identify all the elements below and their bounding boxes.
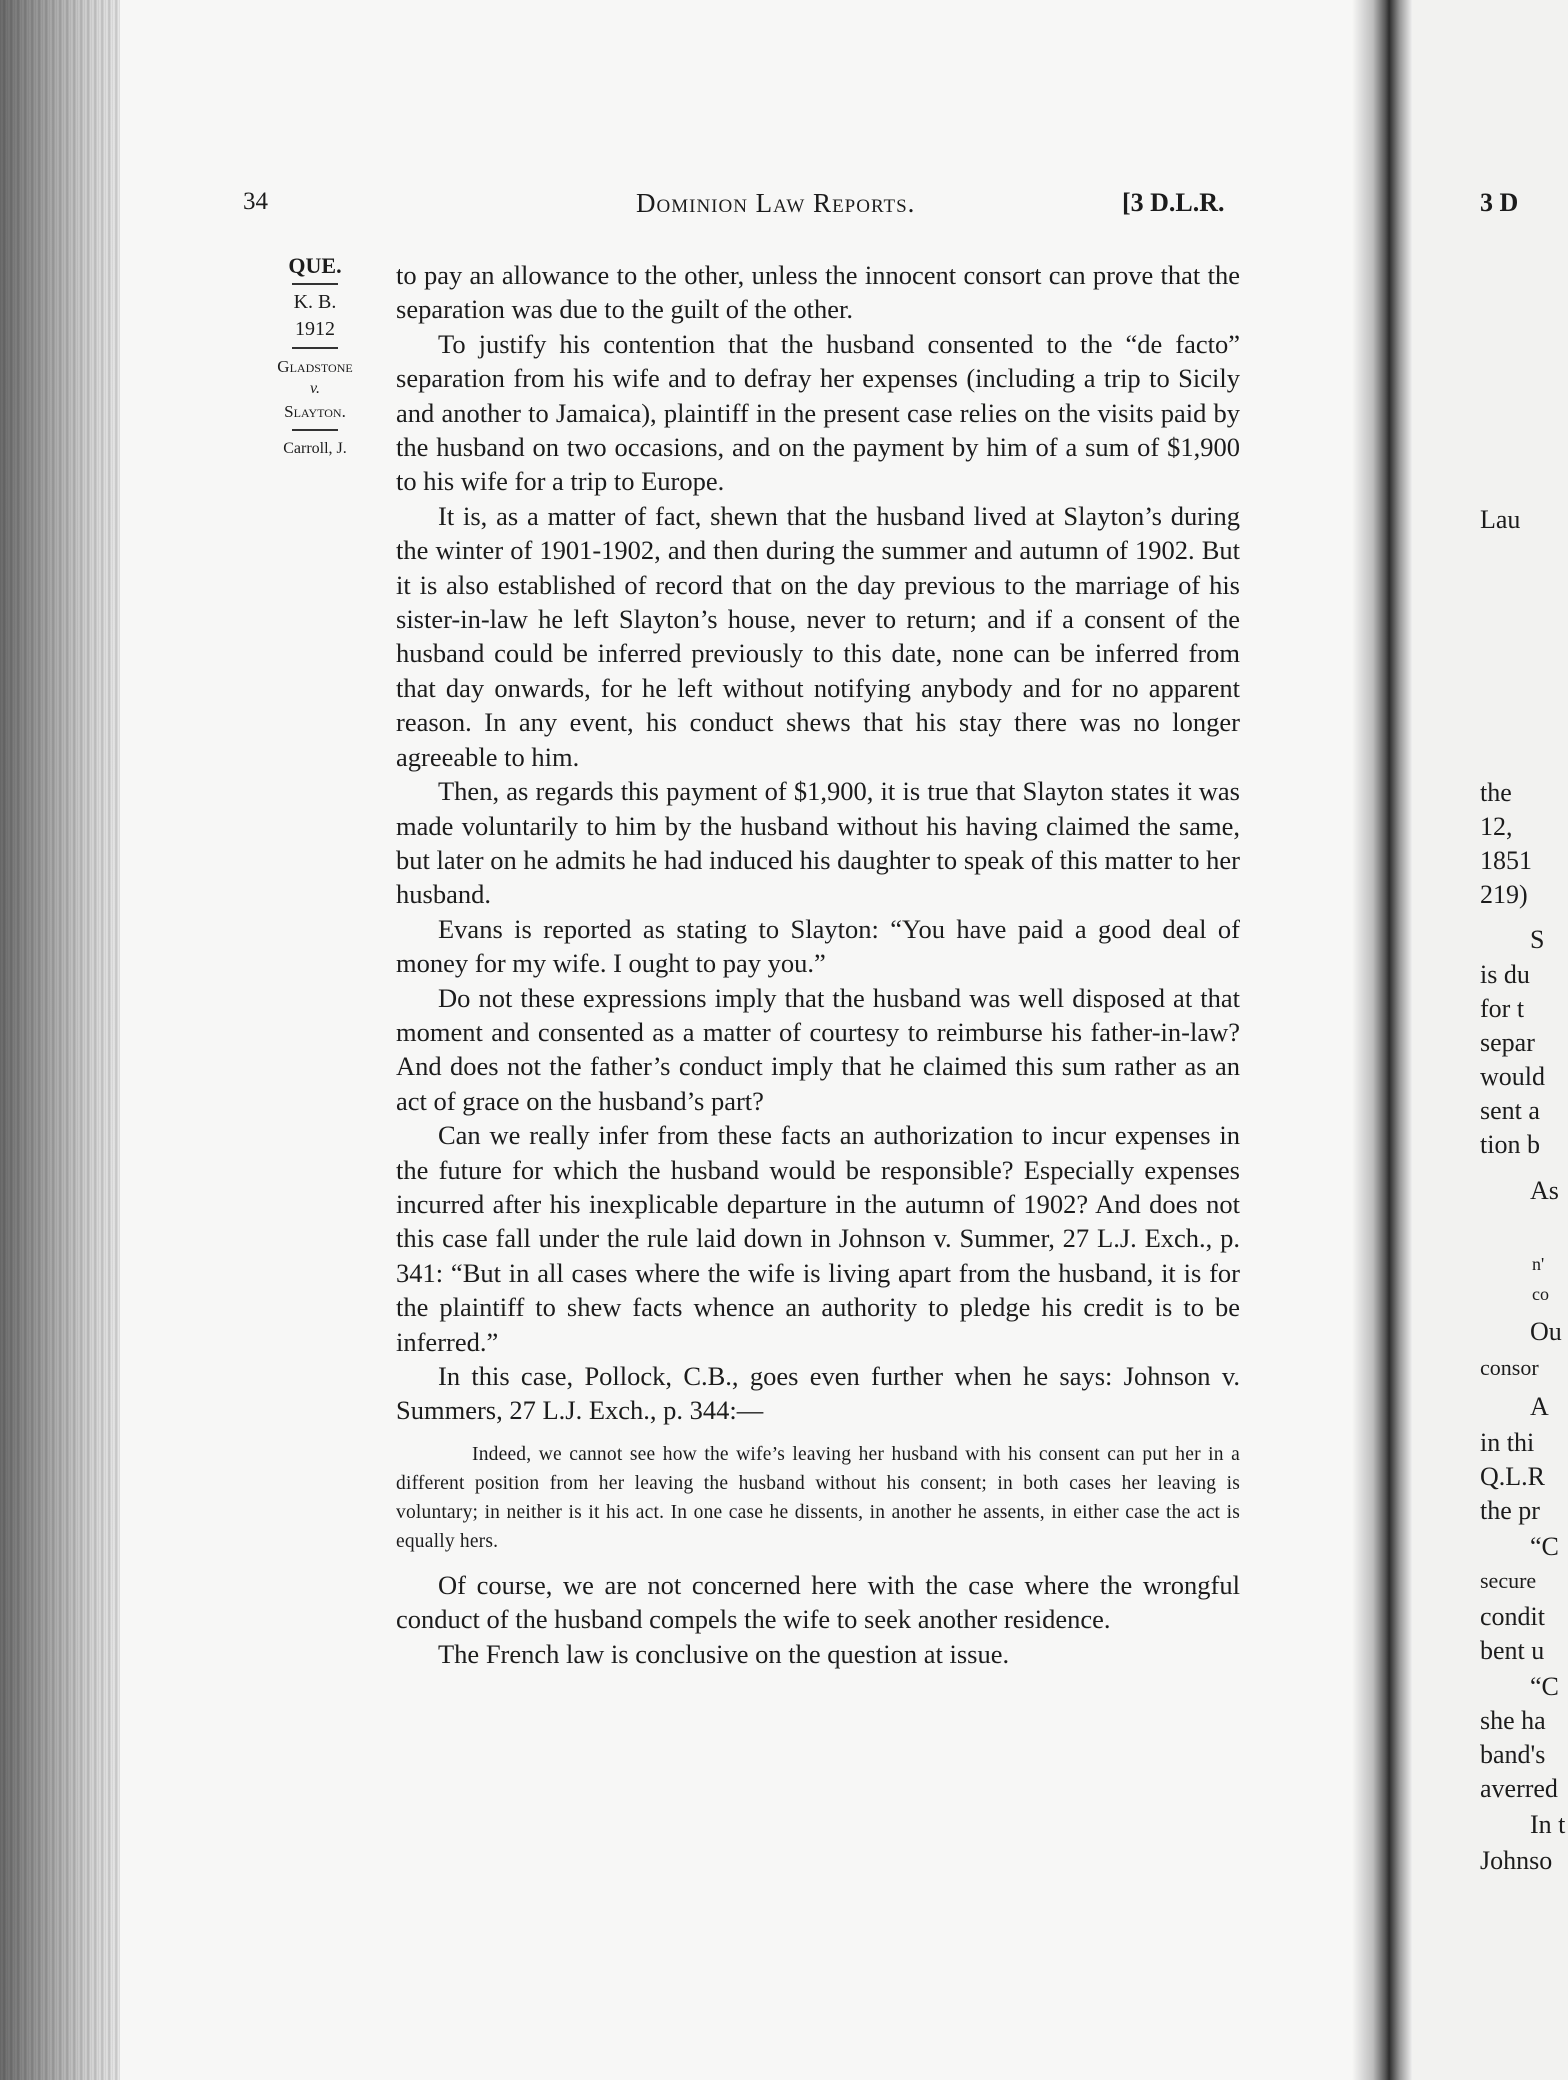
facing-fragment: S — [1530, 925, 1545, 954]
facing-fragment: n' — [1532, 1254, 1545, 1274]
facing-fragment: the — [1480, 778, 1512, 807]
margin-divider — [292, 347, 338, 349]
paragraph: to pay an allowance to the other, unless the innocent consort can prove that the separation was due to the guilt of the other. — [396, 260, 1240, 325]
paragraph: Do not these expressions imply that the husband was well disposed at that moment and consented as a matter of courtesy to reimburse his father-in-law? And does not the father’s conduct imply that he claimed this sum rather as an act of grace on the husband’s part? — [396, 982, 1240, 1116]
margin-province: QUE. — [288, 253, 342, 278]
book-page-edges — [0, 0, 120, 2080]
margin-party-1: Gladstone — [277, 357, 353, 376]
body-text — [396, 258, 1240, 1671]
facing-fragment: tion b — [1480, 1130, 1540, 1159]
facing-fragment: Johnso — [1480, 1846, 1553, 1875]
facing-fragment: band's — [1480, 1740, 1546, 1769]
volume-label: [3 D.L.R. — [1122, 188, 1225, 217]
facing-fragment: would — [1480, 1062, 1545, 1091]
book-gutter — [1352, 0, 1412, 2080]
facing-fragment: “C — [1530, 1532, 1559, 1561]
margin-year: 1912 — [295, 318, 335, 340]
paragraph: Then, as regards this payment of $1,900, it is true that Slayton states it was made voluntarily to him by the husband without his having claimed the same, but later on he admits he had induced his daughter to speak of this matter to her husband. — [396, 776, 1240, 910]
facing-fragment: 219) — [1480, 880, 1528, 909]
facing-fragment: she ha — [1480, 1706, 1546, 1735]
paragraph: The French law is conclusive on the question at issue. — [438, 1638, 1010, 1669]
facing-fragment: condit — [1480, 1602, 1545, 1631]
facing-fragment: co — [1532, 1284, 1549, 1304]
facing-fragment: separ — [1480, 1028, 1535, 1057]
facing-fragment: “C — [1530, 1672, 1559, 1701]
facing-fragment: A — [1530, 1392, 1549, 1421]
facing-fragment: 12, — [1480, 812, 1513, 841]
paragraph: To justify his contention that the husband consented to the “de facto” separation from his wife and to defray her expenses (including a trip to Sicily and another to Jamaica), plaintiff in the present case relies on the visits paid by the husband on two occasions, and on the payment by him of a sum of $1,900 to his wife for a trip to Europe. — [396, 328, 1240, 497]
facing-fragment: Q.L.R — [1480, 1462, 1545, 1491]
margin-judge: Carroll, J. — [283, 440, 347, 457]
facing-fragment: the pr — [1480, 1496, 1540, 1525]
facing-fragment: sent a — [1480, 1096, 1540, 1125]
facing-fragment: consor — [1480, 1355, 1539, 1380]
margin-court: K. B. — [293, 291, 337, 313]
margin-versus: v. — [310, 380, 320, 397]
paragraph: Evans is reported as stating to Slayton: “You have paid a good deal of money for my wife. I ought to pay you.” — [396, 913, 1240, 979]
facing-fragment: 1851 — [1480, 846, 1532, 875]
paragraph: Can we really infer from these facts an authorization to incur expenses in the future for which the husband would be responsible? Especially expenses incurred after his inexplicable departure in the autumn of 1902? And does not this case fall under the rule laid down in Johnson v. Summer, 27 L.J. Exch., p. 341: “But in all cases where the wife is living apart from the husband, it is for the plaintiff to shew facts whence an authority to pledge his credit is to be inferred.” — [396, 1120, 1240, 1357]
running-title: Dominion Law Reports. — [636, 188, 916, 218]
margin-party-2: Slayton. — [284, 402, 346, 421]
facing-fragment: secure — [1480, 1568, 1537, 1593]
facing-fragment: bent u — [1480, 1636, 1545, 1665]
paragraph: In this case, Pollock, C.B., goes even further when he says: Johnson v. Summers, 27 L.J. Exch., p. 344:— — [396, 1361, 1240, 1426]
facing-fragment: is du — [1480, 960, 1530, 989]
facing-fragment: in thi — [1480, 1428, 1535, 1457]
facing-fragment: for t — [1480, 994, 1525, 1023]
paragraph: It is, as a matter of fact, shewn that the husband lived at Slayton’s during the winter of 1901-1902, and then during the summer and autumn of 1902. But it is also established of record that on the day previous to the marriage of his sister-in-law he left Slayton’s house, never to return; and if a consent of the husband could be inferred previously to this date, none can be inferred from that day onwards, for he left without notifying anybody and for no apparent reason. In any event, his conduct shews that his stay there was no longer agreeable to him. — [396, 500, 1240, 772]
facing-fragment: In t — [1530, 1810, 1566, 1839]
facing-fragment: Lau — [1480, 505, 1521, 534]
margin-divider — [292, 283, 338, 285]
page-number: 34 — [243, 188, 268, 215]
facing-fragment: 3 D — [1480, 188, 1519, 217]
margin-divider — [292, 429, 338, 431]
facing-fragment: As — [1530, 1176, 1559, 1205]
paragraph: Of course, we are not concerned here with the case where the wrongful conduct of the husband compels the wife to seek another residence. — [396, 1569, 1240, 1635]
facing-fragment: averred — [1480, 1774, 1558, 1803]
facing-fragment: Ou — [1530, 1317, 1562, 1346]
block-quote: Indeed, we cannot see how the wife’s leaving her husband with his consent can put her in a different position from her leaving the husband without his consent; in both cases her leaving is voluntary; in neither is it his act. In one case he dissents, in another he assents, in either case the act is equally hers. — [396, 1443, 1240, 1552]
margin-note — [250, 252, 380, 462]
